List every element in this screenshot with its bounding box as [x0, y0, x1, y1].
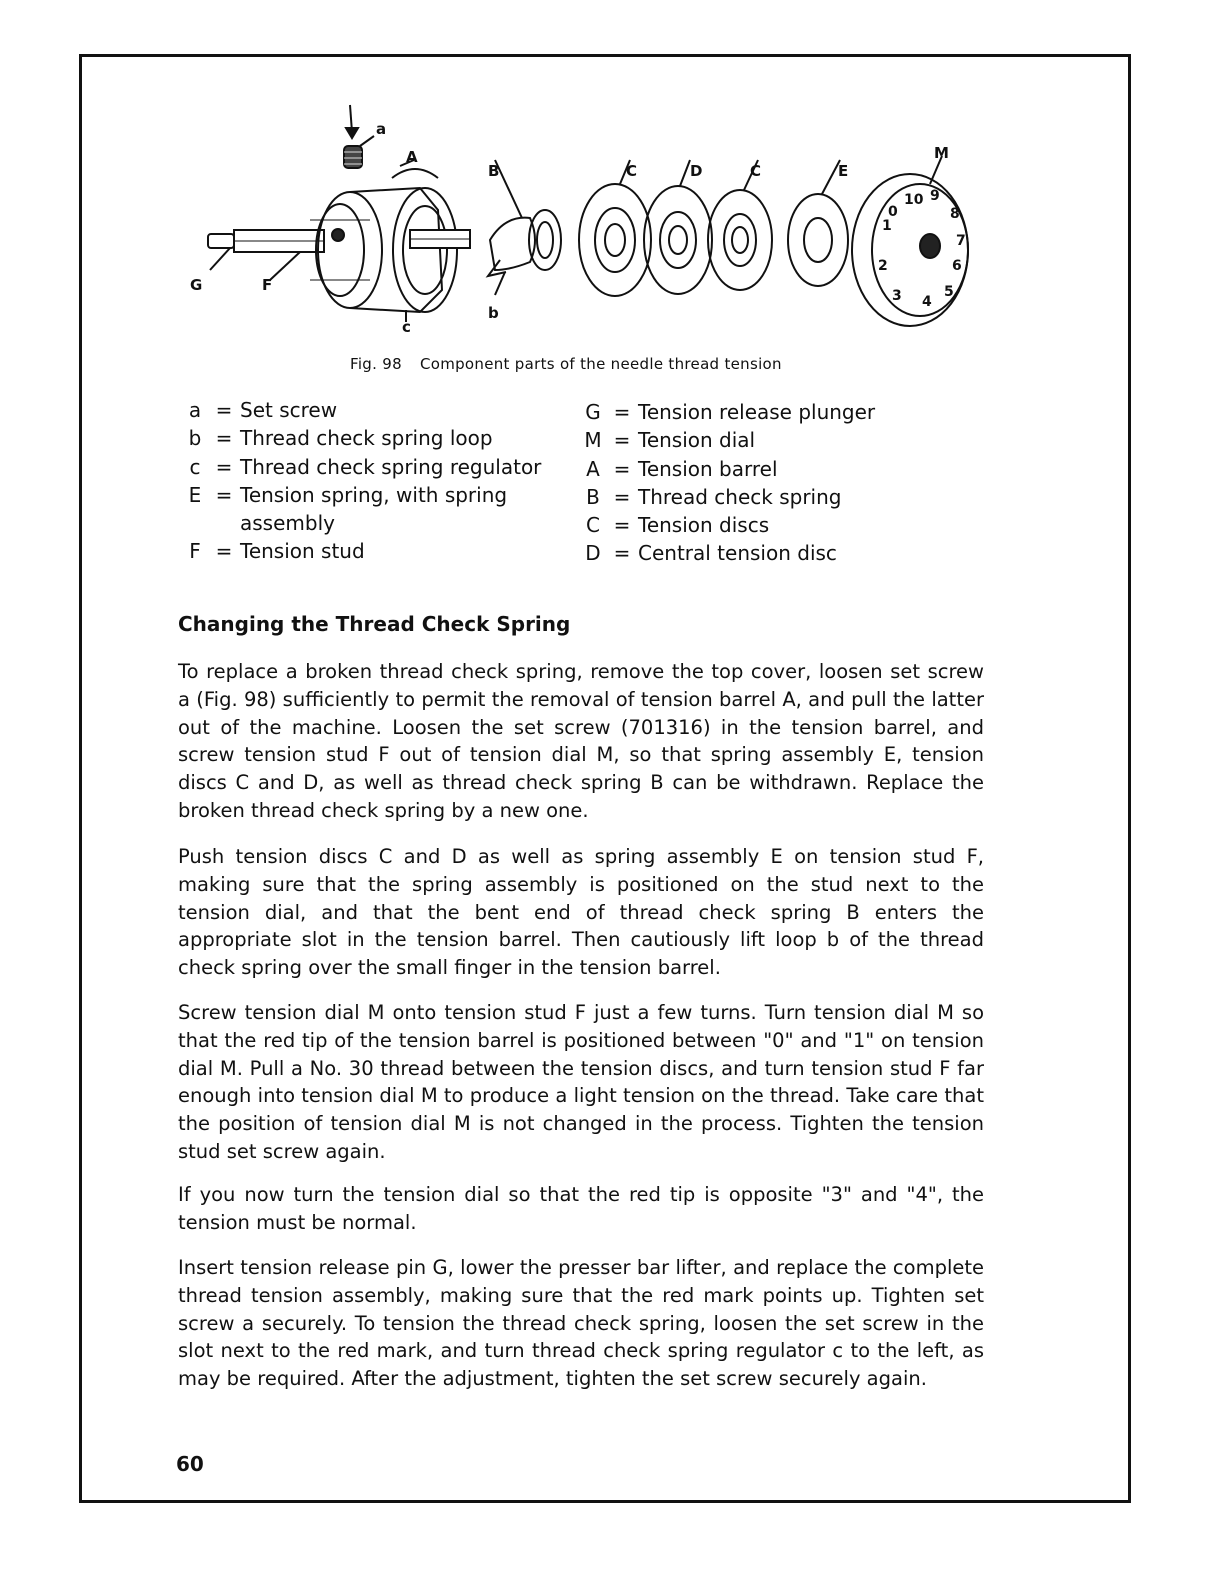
legend-text: Tension discs: [638, 513, 770, 538]
dial-number: 0: [888, 204, 898, 220]
figure-label-G: G: [190, 276, 203, 294]
paragraph: Screw tension dial M onto tension stud F just a few turns. Turn tension dial M so that the red tip of the tension barrel is positioned between "0" and "1" on tension dial M. Pull a No. 30 thread between the tension discs, and turn tension stud F far enough into tension dial M to produce a light tension on the thread. Take care that the position of tension dial M is not changed in the process. Tighten the tension stud set screw again.: [178, 1001, 984, 1163]
legend-equals: =: [215, 426, 233, 451]
legend-row: [580, 483, 875, 511]
figure-caption-text: Component parts of the needle thread tension: [419, 355, 782, 373]
legend-key: b: [188, 426, 202, 451]
tension-assembly-figure: [170, 100, 980, 340]
page-number: 60: [176, 1452, 204, 1476]
dial-number: 9: [930, 188, 940, 204]
tension-parts-drawing: [170, 100, 980, 340]
legend-row: [580, 426, 875, 454]
legend-key: M: [584, 428, 602, 453]
legend-key: G: [585, 400, 601, 424]
legend-key: a: [188, 398, 202, 422]
legend-row: [580, 398, 875, 426]
legend-text: Central tension disc: [638, 541, 837, 566]
legend-text: Tension spring, with spring: [240, 482, 508, 507]
paragraph: Insert tension release pin G, lower the presser bar lifter, and replace the complete thread tension assembly, making sure that the red mark points up. Tighten set screw a securely. To tension the thread check spring, loosen the set screw in the slot next to the red mark, and turn thread check spring regulator c to the left, as may be required. After the adjustment, tighten the set screw securely again.: [178, 1256, 984, 1391]
legend-text: Thread check spring: [638, 484, 842, 509]
legend-row: [182, 481, 541, 509]
paragraph: Push tension discs C and D as well as spring assembly E on tension stud F, making sure that the spring assembly is positioned on the stud next to the tension dial, and that the bent end of thread check spring B enters the appropriate slot in the tension barrel. Then cautiously lift loop b of the thread check spring over the small finger in the tension barrel.: [178, 845, 984, 980]
figure-label-a: a: [376, 120, 387, 138]
legend-equals: =: [613, 541, 631, 566]
figure-caption-number: Fig. 98: [350, 355, 402, 373]
legend-row-continued: [182, 509, 541, 537]
figure-label-F: F: [262, 276, 273, 294]
legend-row: [580, 539, 875, 567]
legend-equals: =: [613, 484, 631, 509]
legend-equals: =: [613, 456, 631, 481]
legend-key: E: [188, 482, 202, 507]
dial-number: 7: [956, 233, 966, 249]
dial-number: 10: [904, 192, 924, 208]
figure-label-E: E: [838, 162, 849, 180]
legend-row: [182, 537, 541, 565]
legend-equals: =: [215, 482, 233, 507]
legend-equals: =: [613, 513, 631, 538]
legend-equals: =: [215, 398, 233, 422]
legend-row: [182, 396, 541, 424]
dial-number: 2: [878, 258, 888, 274]
paragraph: To replace a broken thread check spring, remove the top cover, loosen set screw a (Fig. 98) sufficiently to permit the removal of tension barrel A, and pull the latter out of the machine. Loosen the set screw (701316) in the tension barrel, and screw tension stud F out of tension dial M, so that spring assembly E, tension discs C and D, as well as thread check spring B can be withdrawn. Replace the broken thread check spring by a new one.: [178, 660, 984, 822]
legend-key: C: [586, 513, 600, 538]
legend-equals: =: [613, 428, 631, 453]
legend-row: [580, 455, 875, 483]
legend-equals: =: [613, 400, 631, 424]
legend-text: Thread check spring loop: [240, 426, 493, 451]
legend-text: Tension barrel: [638, 456, 778, 481]
legend-key: F: [189, 539, 201, 564]
figure-label-A: A: [406, 148, 418, 166]
figure-label-c: c: [402, 318, 411, 336]
dial-number: 6: [952, 258, 962, 274]
figure-label-C-right: C: [750, 162, 762, 180]
legend-equals: =: [215, 454, 233, 479]
paragraph: If you now turn the tension dial so that the red tip is opposite "3" and "4", the tension must be normal.: [178, 1183, 984, 1234]
legend-key: c: [189, 454, 201, 479]
figure-label-B: B: [488, 162, 500, 180]
legend-right: [580, 398, 875, 568]
figure-label-M: M: [934, 144, 949, 162]
legend-equals: =: [215, 539, 233, 564]
legend-text: Set screw: [240, 398, 338, 422]
legend-key: A: [586, 456, 600, 481]
figure-label-b: b: [488, 304, 499, 322]
section-title: Changing the Thread Check Spring: [178, 612, 571, 636]
legend-text: Tension release plunger: [638, 400, 876, 424]
figure-caption: [350, 355, 782, 373]
legend-text: Tension stud: [240, 539, 365, 564]
dial-number: 3: [892, 288, 902, 304]
legend-row: [182, 453, 541, 481]
legend-key: B: [586, 484, 600, 509]
legend-text: Thread check spring regulator: [240, 454, 542, 479]
dial-number: 8: [950, 206, 960, 222]
legend-text: assembly: [240, 511, 335, 536]
legend-row: [580, 511, 875, 539]
legend-text: Tension dial: [638, 428, 756, 453]
figure-label-C-left: C: [626, 162, 638, 180]
dial-number: 4: [922, 294, 932, 310]
legend-key: D: [585, 541, 601, 566]
legend-left: [182, 396, 541, 566]
dial-number: 5: [944, 284, 954, 300]
dial-number: 1: [882, 218, 892, 234]
legend-row: [182, 424, 541, 452]
figure-label-D: D: [690, 162, 703, 180]
